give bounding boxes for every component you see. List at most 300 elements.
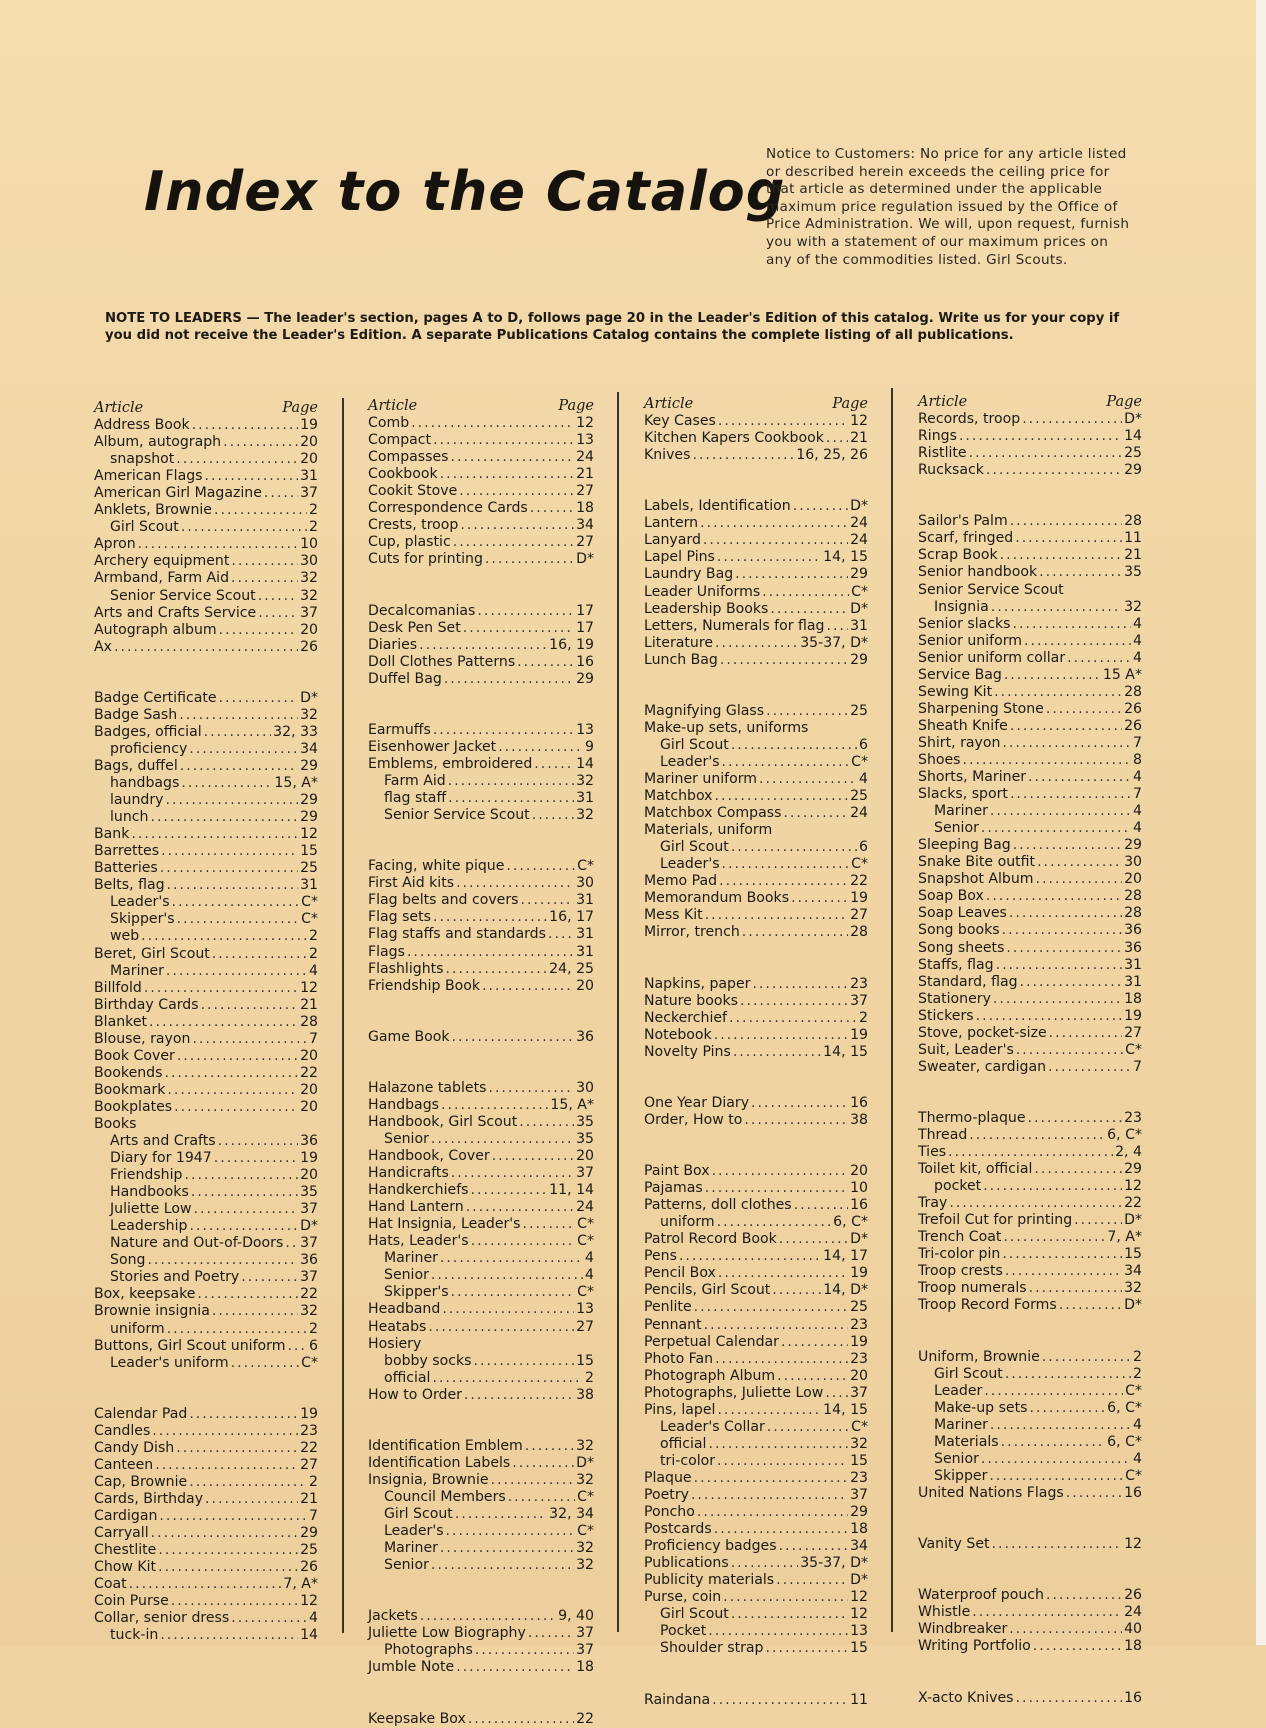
- entry-article: snapshot: [110, 451, 175, 468]
- index-entry: [918, 1025, 1142, 1042]
- index-entry: [918, 1485, 1142, 1502]
- index-entry: [368, 1608, 594, 1625]
- entry-page: C*: [851, 1418, 868, 1435]
- entry-article: Patrol Record Book: [644, 1231, 777, 1248]
- entry-page: 26: [1124, 1587, 1142, 1604]
- entry-page: 32, 34: [549, 1506, 594, 1523]
- page-header: Page: [832, 396, 868, 412]
- entry-page: 18: [576, 1659, 594, 1676]
- entry-page: 26: [300, 638, 318, 655]
- entry-page: 13: [850, 1623, 868, 1640]
- leader-dots: [1016, 1042, 1123, 1059]
- entry-page: 29: [1124, 837, 1142, 854]
- entry-article: Sharpening Stone: [918, 700, 1044, 717]
- index-entry: [644, 771, 868, 788]
- leader-dots: [715, 635, 798, 652]
- leader-dots: [149, 1014, 298, 1031]
- entry-page: D*: [850, 600, 868, 617]
- index-entry: [368, 1336, 594, 1353]
- entry-article: Blouse, rayon: [94, 1030, 191, 1047]
- index-entry: [368, 449, 594, 466]
- entry-page: 31: [300, 468, 318, 485]
- entry-article: Letters, Numerals for flag: [644, 617, 825, 634]
- index-entry: [94, 1031, 318, 1048]
- index-entry: [918, 428, 1142, 445]
- index-entry: [94, 1014, 318, 1031]
- leader-dots: [731, 839, 857, 856]
- index-entry: [644, 1606, 868, 1623]
- entry-article: Barrettes: [94, 843, 160, 860]
- entry-article: Trefoil Cut for printing: [918, 1212, 1073, 1229]
- index-entry: [644, 1623, 868, 1640]
- index-column-4: [918, 394, 1142, 1707]
- leader-dots: [1015, 530, 1122, 547]
- entry-article: Leadership Books: [644, 600, 769, 617]
- index-entry: [368, 807, 594, 824]
- leader-dots: [201, 997, 299, 1014]
- index-entry: [94, 963, 318, 980]
- entry-page: 29: [300, 792, 318, 809]
- index-entry: [644, 584, 868, 601]
- index-entry: [918, 1366, 1142, 1383]
- entry-page: 37: [300, 1269, 318, 1286]
- entry-article: Arts and Crafts: [110, 1133, 216, 1150]
- entry-article: Trench Coat: [918, 1229, 1002, 1246]
- leader-dots: [990, 1417, 1131, 1434]
- entry-article: Arts and Crafts Service: [94, 604, 257, 621]
- entry-page: 8: [1133, 751, 1142, 768]
- entry-page: 15: [850, 1452, 868, 1469]
- entry-page: 12: [850, 1606, 868, 1623]
- entry-page: C*: [577, 1233, 594, 1250]
- entry-page: 4: [309, 1610, 318, 1627]
- entry-page: 24: [1124, 1604, 1142, 1621]
- entry-article: Pajamas: [644, 1180, 703, 1197]
- index-entry: [918, 1195, 1142, 1212]
- leader-dots: [431, 1267, 583, 1284]
- entry-article: Memorandum Books: [644, 890, 790, 907]
- entry-article: Troop numerals: [918, 1280, 1027, 1297]
- index-entry: [918, 616, 1142, 633]
- entry-page: 32: [576, 1437, 594, 1454]
- entry-page: 27: [576, 534, 594, 551]
- entry-page: 31: [850, 617, 868, 634]
- index-entry: [918, 1263, 1142, 1280]
- leader-dots: [419, 637, 547, 654]
- index-entry: [644, 805, 868, 822]
- entry-article: Stickers: [918, 1007, 974, 1024]
- entry-article: Hosiery: [368, 1335, 422, 1352]
- leader-dots: [766, 703, 848, 720]
- page-header: Page: [558, 398, 594, 414]
- entry-article: Cards, Birthday: [94, 1491, 204, 1507]
- entry-page: 36: [300, 1252, 318, 1269]
- entry-page: 28: [300, 1013, 318, 1030]
- leader-dots: [219, 690, 299, 707]
- entry-article: Mariner: [934, 803, 988, 820]
- entry-article: Senior: [384, 1267, 429, 1284]
- entry-article: Leader's: [660, 856, 720, 873]
- index-entry: [94, 1610, 318, 1627]
- entry-page: 31: [1124, 973, 1142, 990]
- entry-page: 16, 17: [549, 909, 594, 926]
- leader-dots: [692, 447, 794, 464]
- index-entry: [644, 737, 868, 754]
- leader-dots: [712, 1692, 848, 1709]
- entry-page: 16: [1124, 1689, 1142, 1706]
- entry-page: 14: [300, 1627, 318, 1644]
- leader-dots: [779, 1538, 849, 1555]
- index-entry: [368, 500, 594, 517]
- entry-article: Stories and Poetry: [110, 1269, 240, 1286]
- leader-dots: [141, 928, 307, 945]
- entry-page: 14: [576, 755, 594, 772]
- entry-article: Pencil Box: [644, 1265, 716, 1282]
- entry-article: Raindana: [644, 1691, 711, 1708]
- index-entry: [94, 1355, 318, 1372]
- entry-article: Materials: [934, 1433, 999, 1450]
- entry-page: 22: [300, 1064, 318, 1081]
- index-entry: [918, 650, 1142, 667]
- leader-dots: [1013, 616, 1132, 633]
- entry-article: official: [384, 1369, 431, 1386]
- index-entry: [368, 1489, 594, 1506]
- entry-article: Scarf, fringed: [918, 530, 1014, 547]
- entry-page: 16, 25, 26: [796, 447, 868, 464]
- index-entry: [644, 498, 868, 515]
- entry-article: Slacks, sport: [918, 786, 1008, 803]
- leader-dots: [705, 1180, 848, 1197]
- leader-dots: [1005, 1366, 1131, 1383]
- index-entry: [918, 1178, 1142, 1195]
- page-edge: [1256, 0, 1266, 1645]
- index-entry: [94, 1474, 318, 1491]
- entry-article: Magnifying Glass: [644, 702, 765, 719]
- index-entry: [368, 1557, 594, 1574]
- index-entry: [94, 928, 318, 945]
- index-entry: [94, 1201, 318, 1218]
- entry-article: official: [660, 1435, 707, 1452]
- entry-page: 31: [576, 892, 594, 909]
- index-entry: [368, 671, 594, 688]
- leader-dots: [959, 428, 1122, 445]
- entry-page: 20: [576, 977, 594, 994]
- entry-page: 20: [576, 1148, 594, 1165]
- entry-article: Song books: [918, 922, 1000, 939]
- entry-page: 37: [300, 1235, 318, 1252]
- index-column-1: [94, 400, 318, 1644]
- leader-dots: [456, 875, 574, 892]
- leader-dots: [205, 468, 299, 485]
- entry-page: D*: [1124, 1212, 1142, 1229]
- leader-dots: [731, 1555, 799, 1572]
- entry-page: 2: [1133, 1348, 1142, 1365]
- entry-page: 29: [850, 1504, 868, 1521]
- entry-page: 4: [1133, 649, 1142, 666]
- index-entry: [368, 1148, 594, 1165]
- index-entry: [644, 1044, 868, 1061]
- leader-dots: [160, 1627, 298, 1644]
- entry-page: 32, 33: [273, 723, 318, 740]
- index-entry: [644, 1214, 868, 1231]
- leader-dots: [1046, 1587, 1122, 1604]
- entry-article: Insignia, Brownie: [368, 1471, 489, 1488]
- entry-article: Soap Box: [918, 888, 984, 905]
- index-entry: [94, 639, 318, 656]
- index-entry: [918, 1229, 1142, 1246]
- entry-article: Mariner: [384, 1250, 438, 1267]
- leader-dots: [772, 1282, 821, 1299]
- entry-article: Handkerchiefs: [368, 1182, 469, 1199]
- leader-dots: [719, 873, 848, 890]
- index-entry: [644, 1555, 868, 1572]
- entry-page: 23: [300, 1422, 318, 1439]
- leader-dots: [1001, 1434, 1106, 1451]
- leader-dots: [751, 1095, 848, 1112]
- index-entry: [918, 1008, 1142, 1025]
- entry-article: Senior: [934, 820, 979, 837]
- leader-dots: [114, 639, 298, 656]
- leader-dots: [512, 1455, 574, 1472]
- article-header: Article: [94, 400, 144, 416]
- index-entry: [368, 1506, 594, 1523]
- index-entry: [94, 946, 318, 963]
- entry-page: 30: [576, 1079, 594, 1096]
- entry-article: Leader's Collar: [660, 1418, 765, 1435]
- entry-page: 16: [850, 1197, 868, 1214]
- index-entry: [644, 566, 868, 583]
- entry-page: C*: [1125, 1041, 1142, 1058]
- leader-dots: [708, 1623, 848, 1640]
- index-entry: [94, 1491, 318, 1508]
- entry-article: Poncho: [644, 1504, 695, 1521]
- index-entry: [368, 415, 594, 432]
- entry-page: 20: [300, 1167, 318, 1184]
- entry-article: Paint Box: [644, 1163, 710, 1180]
- index-entry: [644, 1334, 868, 1351]
- entry-article: X-acto Knives: [918, 1689, 1014, 1706]
- index-entry: [368, 1029, 594, 1046]
- leader-dots: [519, 1114, 574, 1131]
- leader-dots: [1005, 1263, 1122, 1280]
- index-column-2: [368, 398, 594, 1728]
- entry-article: Diaries: [368, 636, 418, 653]
- entry-article: Brownie insignia: [94, 1303, 210, 1320]
- entry-page: 20: [300, 451, 318, 468]
- entry-article: Postcards: [644, 1521, 712, 1538]
- leader-dots: [180, 758, 298, 775]
- entry-article: Birthday Cards: [94, 996, 199, 1013]
- leader-dots: [440, 466, 574, 483]
- index-entry: [644, 515, 868, 532]
- entry-article: Literature: [644, 634, 714, 651]
- entry-page: 35: [576, 1131, 594, 1148]
- entry-page: 12: [300, 1593, 318, 1610]
- entry-page: D*: [850, 1572, 868, 1589]
- index-entry: [918, 1110, 1142, 1127]
- index-entry: [368, 1540, 594, 1557]
- index-entry: [644, 1368, 868, 1385]
- entry-page: 31: [300, 877, 318, 894]
- leader-dots: [197, 1286, 298, 1303]
- index-entry: [94, 980, 318, 997]
- entry-article: Thermo-plaque: [918, 1109, 1026, 1126]
- index-entry: [918, 1434, 1142, 1451]
- entry-page: C*: [301, 911, 318, 928]
- entry-page: 35-37, D*: [800, 1555, 868, 1572]
- leader-dots: [1034, 1161, 1122, 1178]
- leader-dots: [1048, 1059, 1131, 1076]
- leader-dots: [440, 1250, 583, 1267]
- leader-dots: [444, 671, 574, 688]
- entry-page: D*: [300, 1218, 318, 1235]
- entry-article: Keepsake Box: [368, 1710, 466, 1727]
- index-entry: [368, 875, 594, 892]
- index-entry: [644, 1265, 868, 1282]
- entry-article: Waterproof pouch: [918, 1587, 1044, 1604]
- leader-dots: [530, 500, 574, 517]
- entry-page: 12: [576, 415, 594, 432]
- leader-dots: [1074, 1212, 1122, 1229]
- entry-page: 2: [309, 945, 318, 962]
- index-entry: [368, 517, 594, 534]
- leader-dots: [705, 907, 848, 924]
- entry-page: 4: [1133, 632, 1142, 649]
- entry-article: Handbook, Cover: [368, 1148, 490, 1165]
- index-entry: [644, 1436, 868, 1453]
- entry-page: 11, 14: [549, 1182, 594, 1199]
- index-entry: [644, 1299, 868, 1316]
- entry-page: C*: [301, 894, 318, 911]
- entry-article: Troop crests: [918, 1263, 1003, 1280]
- entry-page: D*: [576, 1454, 594, 1471]
- index-entry: [918, 1536, 1142, 1553]
- index-entry: [644, 822, 868, 839]
- leader-dots: [192, 417, 298, 434]
- entry-page: 19: [850, 890, 868, 907]
- entry-article: Soap Leaves: [918, 905, 1007, 922]
- leader-dots: [212, 946, 307, 963]
- leader-dots: [1039, 564, 1122, 581]
- entry-article: Doll Clothes Patterns: [368, 653, 516, 670]
- entry-article: Matchbox Compass: [644, 805, 782, 822]
- entry-article: Skipper: [934, 1467, 988, 1484]
- leader-dots: [783, 805, 848, 822]
- entry-article: Mess Kit: [644, 907, 703, 924]
- entry-page: 7: [309, 1508, 318, 1525]
- index-entry: [918, 513, 1142, 530]
- entry-article: Thread: [918, 1127, 968, 1144]
- entry-article: Handbooks: [110, 1184, 189, 1201]
- index-entry: [368, 1182, 594, 1199]
- leader-dots: [770, 601, 848, 618]
- index-entry: [94, 1116, 318, 1133]
- entry-article: Matchbox: [644, 788, 713, 805]
- entry-article: Make-up sets, uniforms: [644, 719, 809, 736]
- index-entry: [94, 843, 318, 860]
- leader-dots: [1029, 1400, 1105, 1417]
- note-to-leaders: NOTE TO LEADERS — The leader's section, pages A to D, follows page 20 in the Leader's Edition of this catalog. Write us for your copy if you did not receive the Leader's Edition. A separate Publications Catalog contains the complete listing of all publications.: [105, 311, 1120, 343]
- entry-page: 20: [850, 1367, 868, 1384]
- index-entry: [368, 944, 594, 961]
- leader-dots: [155, 1457, 298, 1474]
- entry-article: Girl Scout: [660, 1606, 729, 1623]
- entry-article: uniform: [660, 1214, 715, 1231]
- index-entry: [94, 758, 318, 775]
- leader-dots: [1000, 547, 1122, 564]
- index-entry: [94, 792, 318, 809]
- index-entry: [94, 485, 318, 502]
- entry-page: 36: [300, 1133, 318, 1150]
- index-entry: [644, 720, 868, 737]
- index-entry: [94, 570, 318, 587]
- index-entry: [94, 1235, 318, 1252]
- leader-dots: [991, 599, 1122, 616]
- leader-dots: [776, 1572, 848, 1589]
- entry-page: 31: [576, 926, 594, 943]
- entry-page: 14, D*: [823, 1282, 868, 1299]
- index-entry: [94, 860, 318, 877]
- entry-article: Address Book: [94, 417, 190, 434]
- column-divider: [891, 388, 893, 1632]
- entry-article: Bookends: [94, 1064, 163, 1081]
- entry-page: C*: [851, 856, 868, 873]
- index-entry: [368, 1387, 594, 1404]
- entry-page: C*: [577, 1216, 594, 1233]
- entry-page: 37: [576, 1642, 594, 1659]
- entry-article: Skipper's: [110, 911, 175, 928]
- entry-page: 10: [300, 536, 318, 553]
- page-header: Page: [282, 400, 318, 416]
- leader-dots: [1013, 837, 1122, 854]
- entry-page: 12: [300, 979, 318, 996]
- entry-page: 19: [300, 1150, 318, 1167]
- index-entry: [918, 1349, 1142, 1366]
- leader-dots: [204, 724, 272, 741]
- entry-article: Chestlite: [94, 1542, 157, 1559]
- leader-dots: [976, 1008, 1122, 1025]
- entry-article: Vanity Set: [918, 1536, 990, 1553]
- entry-article: Beret, Girl Scout: [94, 945, 210, 962]
- index-entry: [368, 483, 594, 500]
- leader-dots: [144, 980, 298, 997]
- leader-dots: [694, 1470, 848, 1487]
- entry-article: Stove, pocket-size: [918, 1024, 1047, 1041]
- entry-page: 20: [300, 434, 318, 451]
- entry-article: Candles: [94, 1422, 151, 1439]
- leader-dots: [1004, 667, 1101, 684]
- leader-dots: [471, 1233, 576, 1250]
- leader-dots: [1042, 1349, 1131, 1366]
- index-entry: [94, 1321, 318, 1338]
- entry-article: Flag sets: [368, 909, 431, 926]
- entry-article: Hat Insignia, Leader's: [368, 1216, 521, 1233]
- leader-dots: [498, 739, 583, 756]
- entry-article: Cup, plastic: [368, 534, 451, 551]
- index-entry: [368, 1097, 594, 1114]
- notice-to-customers: Notice to Customers: No price for any article listed or described herein exceeds the ceiling price for that article as determined under the applicable maximum price regulation issued by the Office of Price Administration. We will, upon request, furnish you with a statement of our maximum prices on any of the commodities listed. Girl Scouts.: [766, 146, 1130, 268]
- index-entry: [918, 922, 1142, 939]
- entry-page: 6: [859, 839, 868, 856]
- leader-dots: [1009, 1621, 1122, 1638]
- leader-dots: [520, 892, 574, 909]
- leader-dots: [718, 413, 848, 430]
- entry-article: Lapel Pins: [644, 549, 715, 566]
- entry-page: 6, C*: [1107, 1433, 1142, 1450]
- leader-dots: [722, 754, 850, 771]
- entry-article: Billfold: [94, 979, 142, 996]
- leader-dots: [969, 1127, 1105, 1144]
